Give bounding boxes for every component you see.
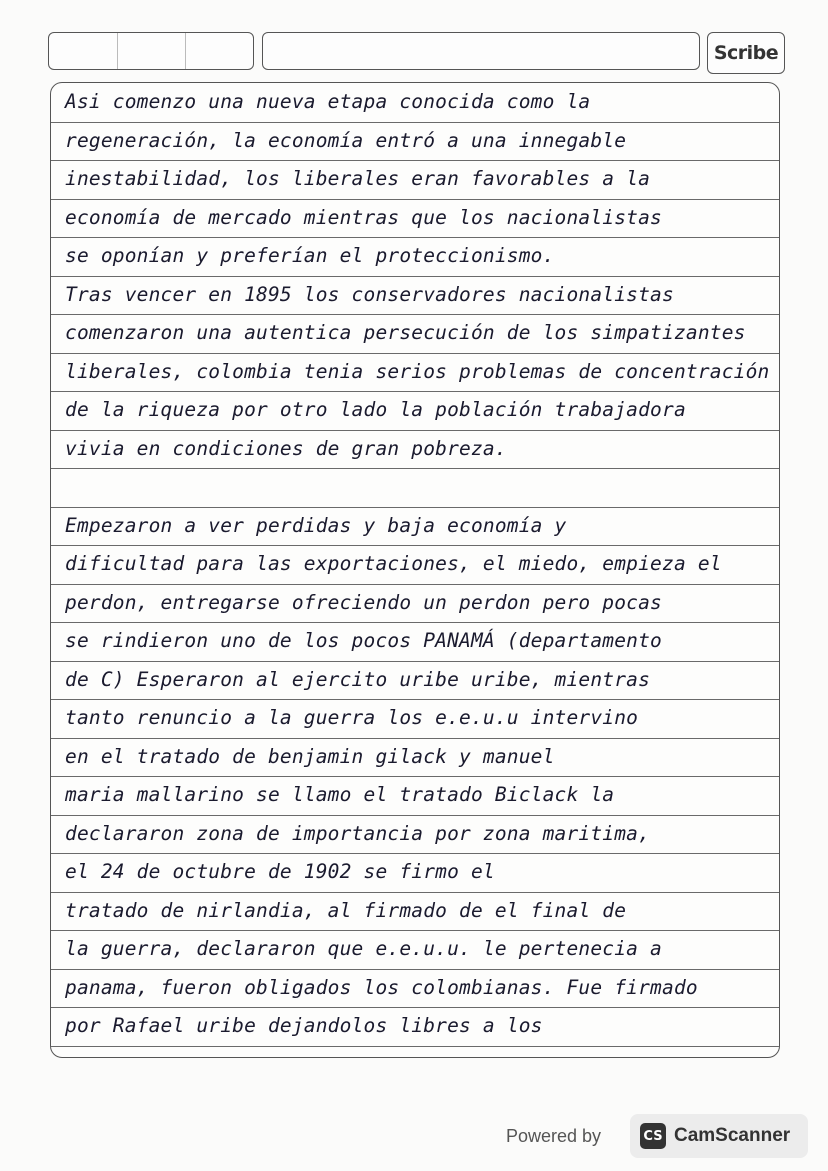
brand-box bbox=[707, 32, 785, 74]
handwritten-line: panama, fueron obligados los colombianas. Fue firmado bbox=[65, 975, 698, 999]
handwritten-line: liberales, colombia tenia serios problemas de concentración bbox=[65, 359, 770, 383]
handwritten-line: se rindieron uno de los pocos PANAMÁ (departamento bbox=[65, 629, 662, 652]
handwritten-line: Asi comenzo una nueva etapa conocida como la bbox=[65, 90, 591, 113]
camscanner-badge bbox=[630, 1114, 808, 1158]
title-box bbox=[262, 32, 700, 70]
handwritten-line: regeneración, la economía entró a una innegable bbox=[65, 128, 627, 152]
handwritten-line: declararon zona de importancia por zona maritima, bbox=[65, 821, 651, 845]
handwritten-line: la guerra, declararon que e.e.u.u. le pertenecia a bbox=[65, 937, 662, 960]
handwritten-line: por Rafael uribe dejandolos libres a los bbox=[65, 1014, 543, 1037]
camscanner-icon: CS bbox=[640, 1123, 666, 1149]
date-box bbox=[48, 32, 254, 70]
handwritten-line: en el tratado de benjamin gilack y manuel bbox=[65, 744, 555, 768]
handwritten-line: dificultad para las exportaciones, el miedo, empieza el bbox=[65, 552, 722, 575]
powered-by-text: Powered by bbox=[506, 1126, 602, 1146]
handwritten-line: se oponían y preferían el proteccionismo. bbox=[65, 244, 555, 267]
handwritten-line: comenzaron una autentica persecución de los simpatizantes bbox=[65, 321, 746, 344]
ruled-notes-area bbox=[50, 82, 780, 1058]
camscanner-name: CamScanner bbox=[674, 1125, 791, 1146]
handwritten-line: el 24 de octubre de 1902 se firmo el bbox=[65, 860, 495, 883]
handwritten-line: Empezaron a ver perdidas y baja economía y bbox=[65, 513, 567, 537]
handwritten-line: de C) Esperaron al ejercito uribe uribe, mientras bbox=[65, 667, 651, 691]
handwritten-line: Tras vencer en 1895 los conservadores nacionalistas bbox=[65, 282, 674, 306]
handwritten-line: tratado de nirlandia, al firmado de el final de bbox=[65, 898, 627, 922]
handwritten-line bbox=[65, 469, 773, 505]
ruled-line bbox=[51, 1046, 779, 1047]
handwritten-line: inestabilidad, los liberales eran favorables a la bbox=[65, 167, 651, 190]
handwritten-line: perdon, entregarse ofreciendo un perdon pero pocas bbox=[65, 590, 662, 614]
handwritten-line: vivia en condiciones de gran pobreza. bbox=[65, 436, 507, 460]
brand-logo: Scribe bbox=[713, 42, 779, 64]
handwritten-line: tanto renuncio a la guerra los e.e.u.u intervino bbox=[65, 706, 639, 729]
handwritten-line: de la riqueza por otro lado la población trabajadora bbox=[65, 398, 686, 421]
handwritten-line: maria mallarino se llamo el tratado Biclack la bbox=[65, 783, 615, 806]
handwritten-line: economía de mercado mientras que los nacionalistas bbox=[65, 205, 662, 229]
